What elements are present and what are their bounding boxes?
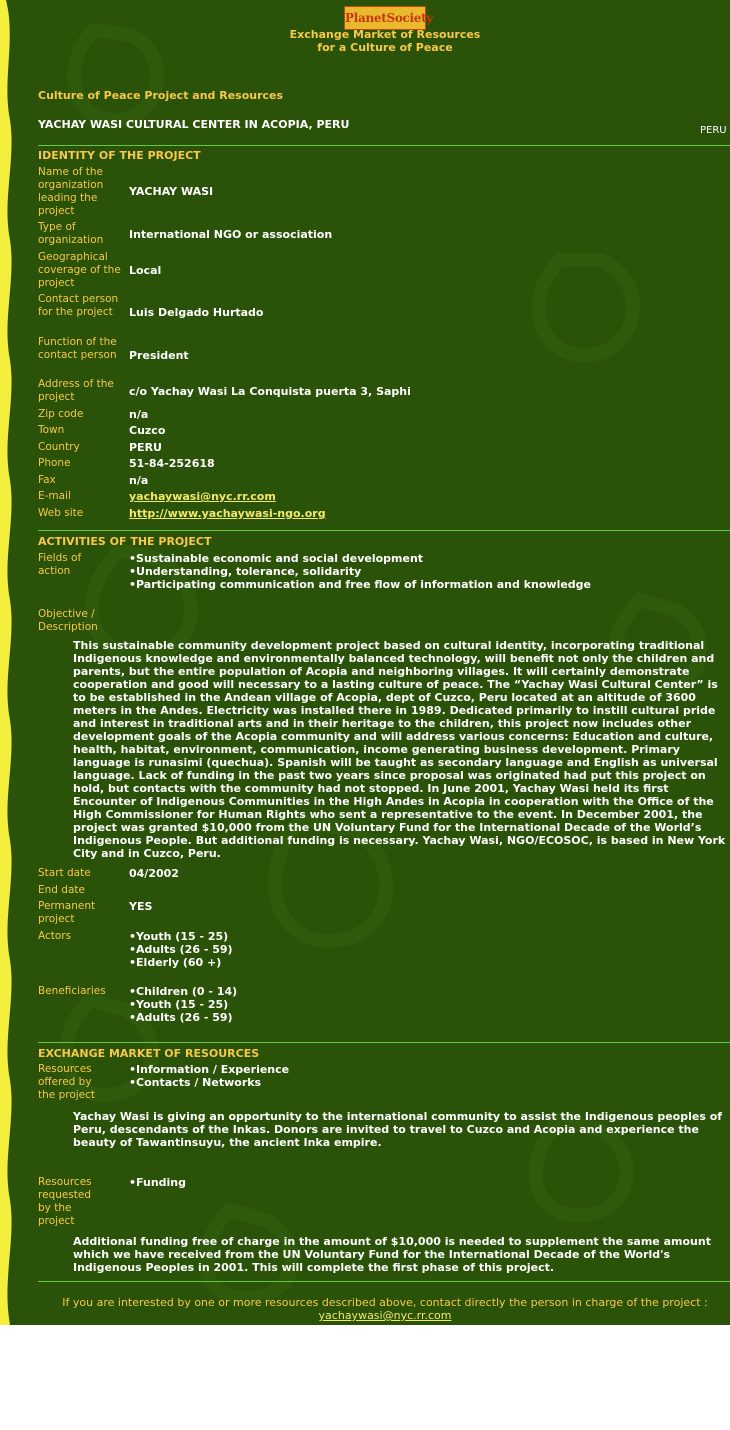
zip-label: Zip code (38, 408, 84, 420)
country-label: Country (38, 441, 80, 453)
list-item: • Adults (26 - 59) (129, 1011, 237, 1024)
contact-person-value: Luis Delgado Hurtado (129, 306, 264, 319)
website-link[interactable]: http://www.yachaywasi-ngo.org (129, 507, 326, 520)
fields-of-action-label: Fields of action (38, 552, 82, 577)
phone-label: Phone (38, 457, 71, 469)
divider (38, 145, 730, 146)
end-date-label: End date (38, 884, 85, 896)
exchange-heading: EXCHANGE MARKET OF RESOURCES (38, 1047, 260, 1060)
list-item: • Elderly (60 +) (129, 956, 233, 969)
org-type-value: International NGO or association (129, 228, 333, 241)
org-name-value: YACHAY WASI (129, 185, 214, 198)
resources-requested-list (129, 1176, 186, 1189)
beneficiaries-label: Beneficiaries (38, 985, 106, 997)
resources-offered-list (129, 1063, 289, 1089)
fax-value: n/a (129, 474, 149, 487)
org-name-label: Name of the organization leading the project (38, 166, 104, 217)
town-value: Cuzco (129, 424, 166, 437)
town-label: Town (38, 424, 65, 436)
beneficiaries-list (129, 985, 237, 1024)
zip-value: n/a (129, 408, 149, 421)
list-item: • Youth (15 - 25) (129, 930, 233, 943)
actors-list (129, 930, 233, 969)
list-item: • Understanding, tolerance, solidarity (129, 565, 591, 578)
start-date-value: 04/2002 (129, 867, 179, 880)
org-type-label: Type of organization (38, 221, 104, 246)
country-value: PERU (129, 441, 162, 454)
list-item: • Youth (15 - 25) (129, 998, 237, 1011)
website-label: Web site (38, 507, 84, 519)
resources-requested-label: Resources requested by the project (38, 1176, 92, 1227)
left-wave-border (0, 0, 16, 1325)
divider (38, 530, 730, 531)
footer-email-row (0, 1309, 730, 1322)
project-title: YACHAY WASI CULTURAL CENTER IN ACOPIA, PERU (38, 118, 350, 131)
resources-requested-text: Additional funding free of charge in the amount of $10,000 is needed to supplement the same amount which we have received from the UN Voluntary Fund for the International Decade of the World's Indigenous Peoples in 2001. This will complete the first phase of this project. (73, 1235, 711, 1274)
list-item: • Participating communication and free flow of information and knowledge (129, 578, 591, 591)
site-title-line2: for a Culture of Peace (317, 41, 453, 54)
resources-offered-text: Yachay Wasi is giving an opportunity to the international community to assist the Indigenous peoples of Peru, descendants of the Inkas. Donors are invited to travel to Cuzco and Acopia and experience the beauty of Tawantinsuyu, the ancient Inka empire. (73, 1110, 723, 1149)
list-item: • Contacts / Networks (129, 1076, 289, 1089)
objective-label: Objective / Description (38, 608, 98, 633)
planetsociety-logo[interactable]: PlanetSociety (344, 6, 426, 30)
permanent-label: Permanent project (38, 900, 96, 925)
list-item: • Sustainable economic and social development (129, 552, 591, 565)
coverage-value: Local (129, 264, 162, 277)
list-item: • Information / Experience (129, 1063, 289, 1076)
contact-function-label: Function of the contact person (38, 336, 117, 361)
activities-heading: ACTIVITIES OF THE PROJECT (38, 535, 212, 548)
email-link[interactable]: yachaywasi@nyc.rr.com (129, 490, 276, 503)
fields-of-action-list (129, 552, 591, 591)
contact-function-value: President (129, 349, 189, 362)
list-item: • Funding (129, 1176, 186, 1189)
section-title: Culture of Peace Project and Resources (38, 89, 284, 102)
identity-heading: IDENTITY OF THE PROJECT (38, 149, 201, 162)
divider (38, 1281, 730, 1282)
address-value: c/o Yachay Wasi La Conquista puerta 3, Saphi (129, 385, 411, 398)
site-title-line1: Exchange Market of Resources (289, 28, 481, 41)
phone-value: 51-84-252618 (129, 457, 215, 470)
list-item: • Children (0 - 14) (129, 985, 237, 998)
resources-offered-label: Resources offered by the project (38, 1063, 96, 1101)
country-right-label: PERU (700, 125, 727, 136)
objective-description: This sustainable community development project based on cultural identity, incorporating traditional Indigenous knowledge and environmentally balanced technology, will benefit not only the children and parents, but the entire population of Acopia and neighboring villages. It will certainly demonstrate cooperation and good will necessary to a lasting culture of peace. The “Yachay Wasi Cultural Center” is to be established in the Andean village of Acopia, dept of Cuzco, Peru located at an altitude of 3600 meters in the Andes. Electricity was installed there in 1989. Dedicated primarily to instill cultural pride and interest in traditional arts and in their heritage to the children, this project now includes other development goals of the Acopia community and will address various concerns: Education and culture, health, habitat, environment, communication, income generating business development. Primary language is runasimi (quechua). Spanish will be taught as secondary language and English as universal language. Lack of funding in the past two years since proposal was originated had put this project on hold, but contacts with the community had not stopped. In June 2001, Yachay Wasi held its first Encounter of Indigenous Communities in the High Andes in Acopia in cooperation with the Office of the High Commissioner for Human Rights who sent a representative to the event. In December 2001, the project was granted $10,000 from the UN Voluntary Fund for the International Decade of the World’s Indigenous People. But additional funding is necessary. Yachay Wasi, NGO/ECOSOC, is based in New York City and in Cuzco, Peru. (73, 639, 726, 860)
coverage-label: Geographical coverage of the project (38, 251, 121, 289)
contact-person-label: Contact person for the project (38, 293, 119, 318)
divider (38, 1042, 730, 1043)
address-label: Address of the project (38, 378, 114, 403)
fax-label: Fax (38, 474, 56, 486)
email-label: E-mail (38, 490, 71, 502)
footer-email-link[interactable]: yachaywasi@nyc.rr.com (318, 1309, 452, 1322)
list-item: • Adults (26 - 59) (129, 943, 233, 956)
actors-label: Actors (38, 930, 72, 942)
start-date-label: Start date (38, 867, 91, 879)
footer-text: If you are interested by one or more resources described above, contact directly the person in charge of the project : (62, 1296, 708, 1309)
permanent-value: YES (129, 900, 153, 913)
